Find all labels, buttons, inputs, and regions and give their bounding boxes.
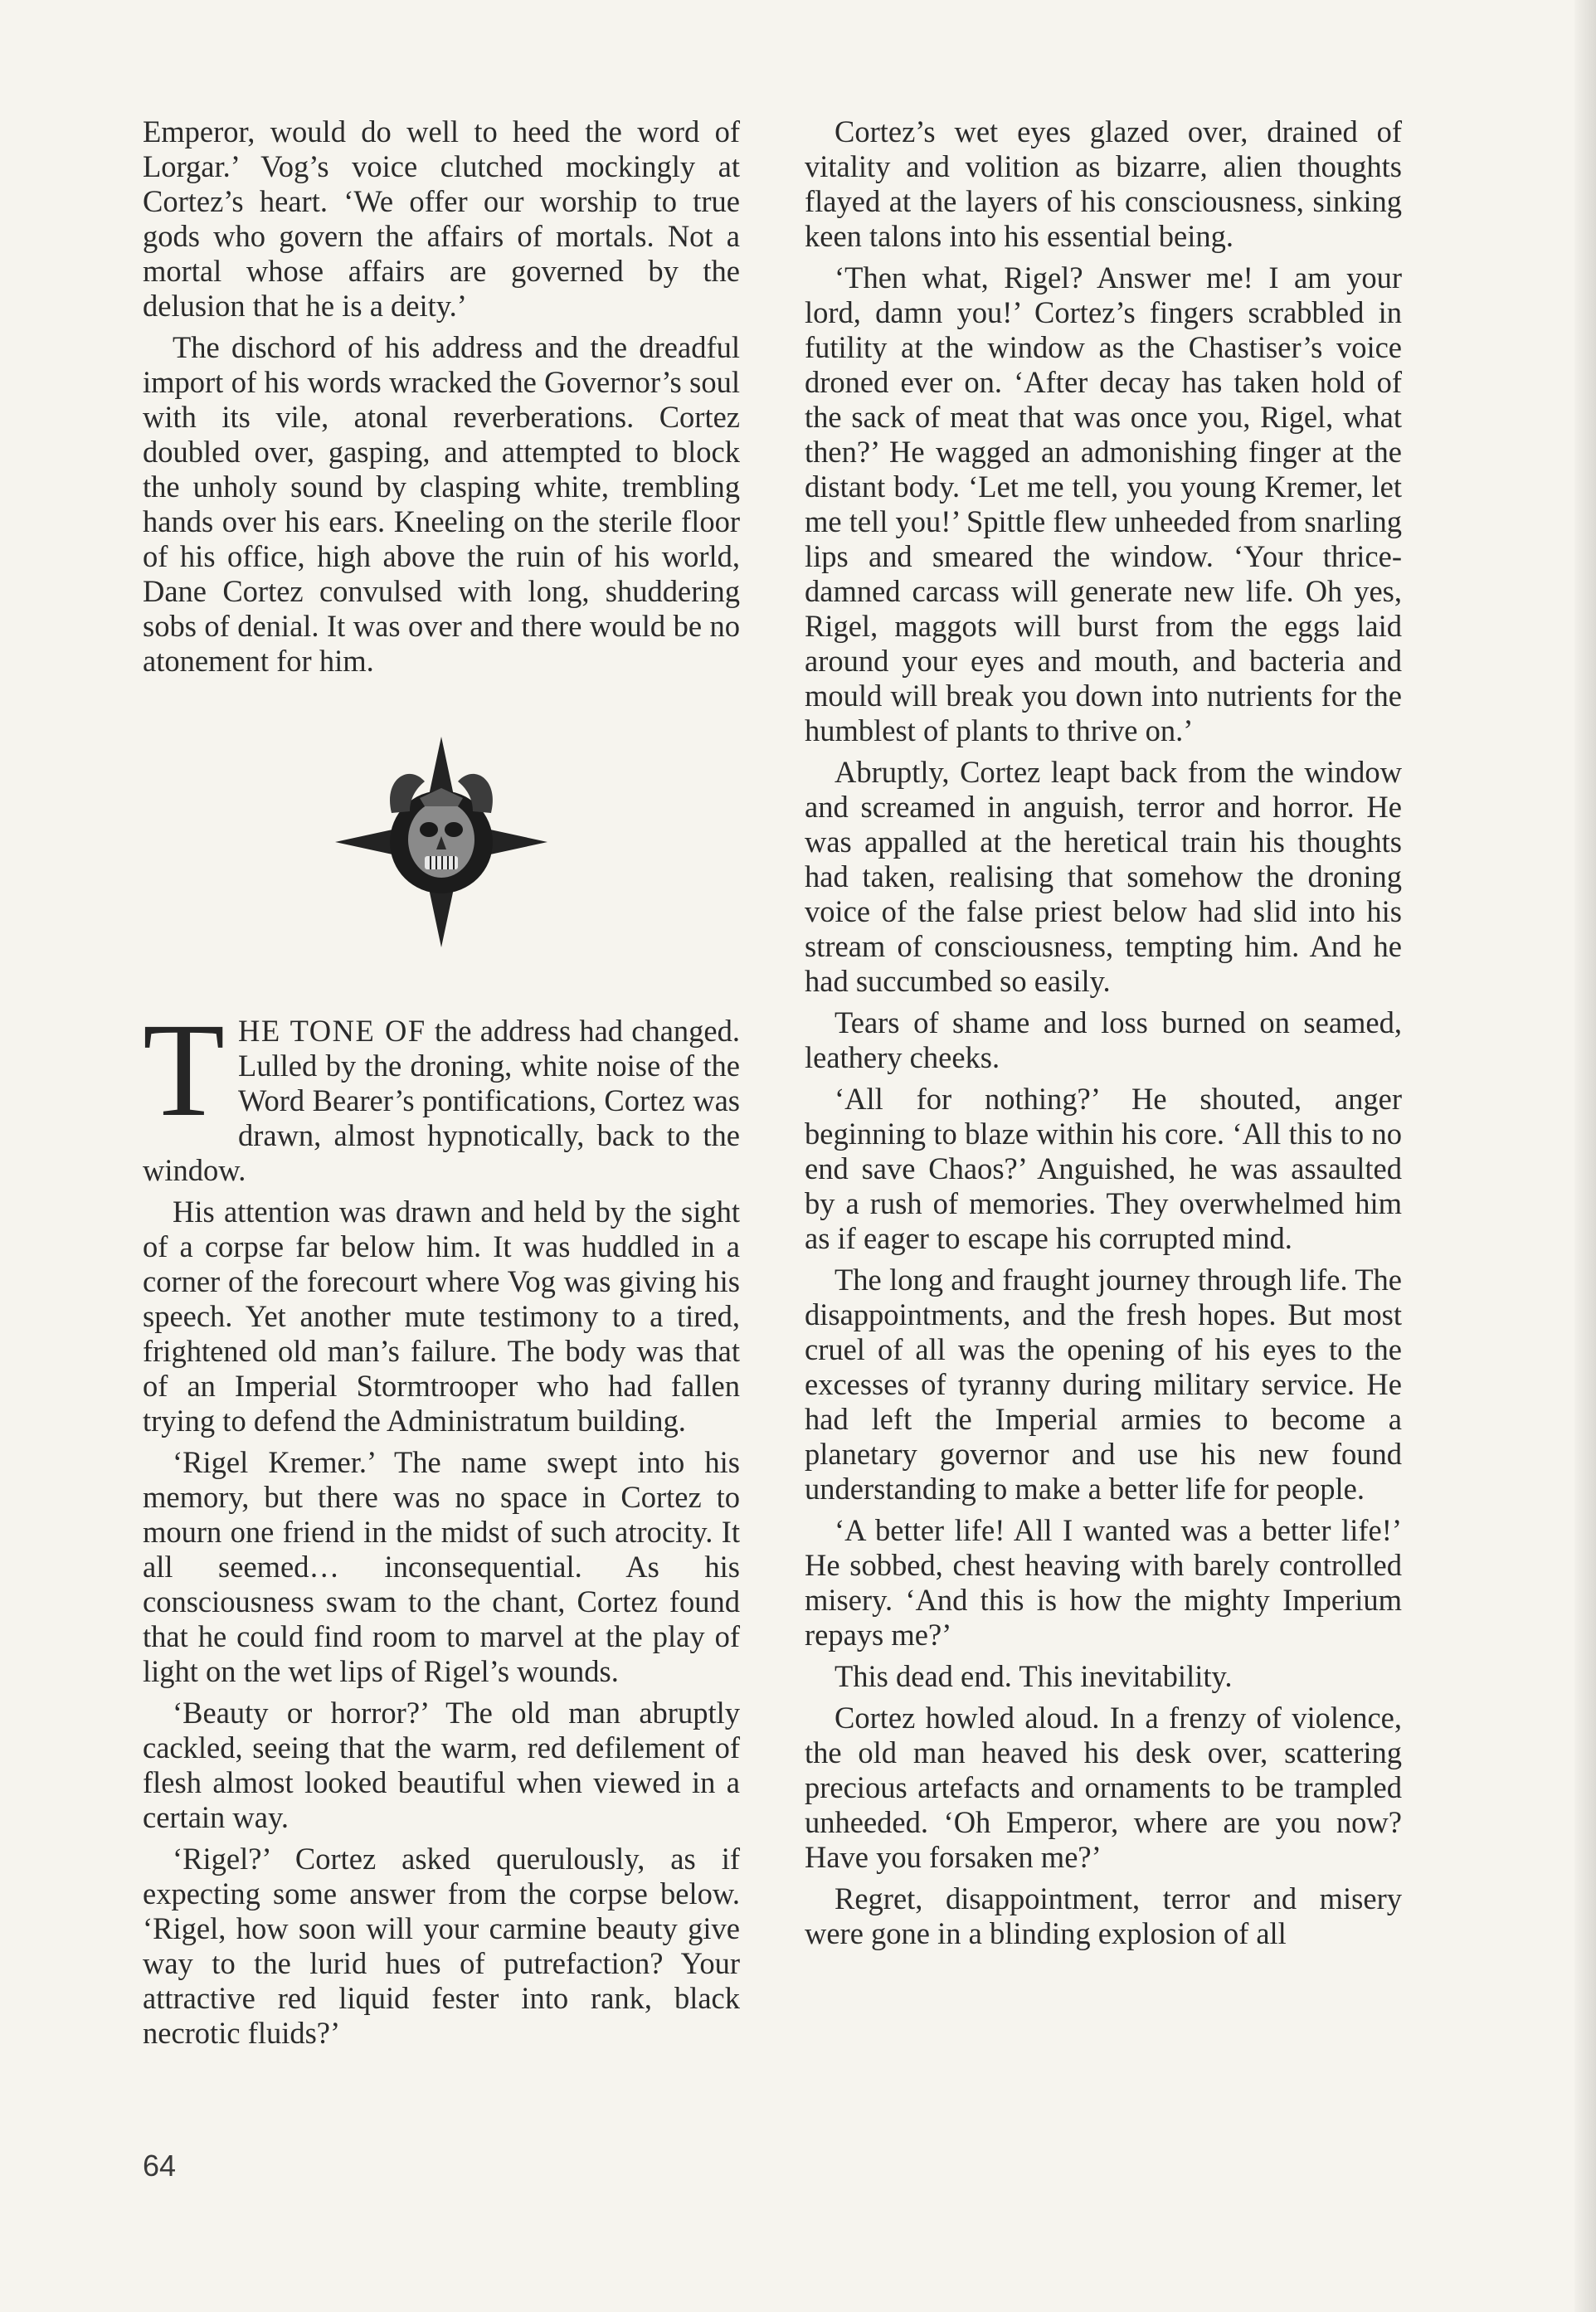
paragraph: ‘Beauty or horror?’ The old man abruptly cackled, seeing that the warm, red defilement of flesh almost looked beautiful when viewed in a certain way. [143, 1696, 740, 1834]
paragraph: Tears of shame and loss burned on seamed, leathery cheeks. [805, 1005, 1402, 1074]
paragraph: Regret, disappointment, terror and misery were gone in a blinding explosion of all [805, 1881, 1402, 1950]
paragraph: The dischord of his address and the dreadful import of his words wracked the Governor’s soul with its vile, atonal reverberations. Cortez doubled over, gasping, and attempted to block the unholy sound by clasping white, trembling hands over his ears. Kneeling on the sterile floor of his office, high above the ruin of his world, Dane Cortez convulsed with long, shuddering sobs of denial. It was over and there would be no atonement for him. [143, 330, 740, 678]
paragraph: Emperor, would do well to heed the word of Lorgar.’ Vog’s voice clutched mockingly at Cortez’s heart. ‘We offer our worship to true gods who govern the affairs of mortals. Not a mortal whose affairs are governed by the delusion that he is a deity.’ [143, 114, 740, 323]
paragraph: ‘Then what, Rigel? Answer me! I am your lord, damn you!’ Cortez’s fingers scrabbled in futility at the window as the Chastiser’s voice droned ever on. ‘After decay has taken hold of the sack of meat that was once you, Rigel, what then?’ He wagged an admonishing finger at the distant body. ‘Let me tell, you young Kremer, let me tell you!’ Spittle flew unheeded from snarling lips and smeared the window. ‘Your thrice-damned carcass will generate new life. Oh yes, Rigel, maggots will burst from the eggs laid around your eyes and mouth, and bacteria and mould will break you down into nutrients for the humblest of plants to thrive on.’ [805, 260, 1403, 747]
paragraph: ‘A better life! All I wanted was a better life!’ He sobbed, chest heaving with barely controlled misery. ‘And this is how the mighty Imperium repays me?’ [805, 1513, 1402, 1652]
page-number: 64 [143, 2149, 177, 2183]
paragraph: His attention was drawn and held by the sight of a corpse far below him. It was huddled in a corner of the forecourt where Vog was giving his speech. Yet another mute testimony to a tired, frightened old man’s failure. The body was that of an Imperial Stormtrooper who had fallen trying to defend the Administratum building. [143, 1195, 740, 1438]
paragraph: ‘Rigel Kremer.’ The name swept into his memory, but there was no space in Cortez to mourn one friend in the midst of such atrocity. It all seemed… inconsequential. As his consciousness swam to the chant, Cortez found that he could find room to marvel at the play of light on the wet lips of Rigel’s wounds. [143, 1445, 740, 1688]
paragraph: Abruptly, Cortez leapt back from the window and screamed in anguish, terror and horror. He was appalled at the heretical train his thoughts had taken, realising that somehow the droning voice of the false priest below had slid into his stream of consciousness, tempting him. And he had succumbed so easily. [805, 755, 1402, 998]
paragraph: Cortez howled aloud. In a frenzy of violence, the old man heaved his desk over, scattering precious artefacts and ornaments to be trampled unheeded. ‘Oh Emperor, where are you now? Have you forsaken me?’ [805, 1701, 1402, 1874]
paragraph: ‘All for nothing?’ He shouted, anger beginning to blaze within his core. ‘All this to no end save Chaos?’ Anguished, he was assaulted by a rush of memories. They overwhelmed him as if eager to escape his corrupted mind. [805, 1082, 1402, 1255]
drop-cap: T [143, 996, 225, 1145]
opening-smallcaps: HE TONE OF [237, 1014, 426, 1048]
paragraph: The long and fraught journey through life. The disappointments, and the fresh hopes. But most cruel of all was the opening of his eyes to the excesses of tyranny during military service. He had left the Imperial armies to become a planetary governor and use his new found understanding to make a better life for people. [805, 1263, 1402, 1506]
chaos-daemon-skull-emblem-icon [333, 730, 549, 954]
page-edge-shadow [1574, 0, 1596, 2312]
paragraph: This dead end. This inevitability. [834, 1659, 1233, 1693]
paragraph: Cortez’s wet eyes glazed over, drained of vitality and volition as bizarre, alien thoughts flayed at the layers of his consciousness, sinking keen talons into his essential being. [805, 114, 1402, 253]
right-column [805, 114, 1402, 1958]
opening-paragraph [143, 996, 740, 1188]
paragraph: ‘Rigel?’ Cortez asked querulously, as if expecting some answer from the corpse below. ‘Rigel, how soon will your carmine beauty give way to the lurid hues of putrefaction? Your attractive red liquid fester into rank, black necrotic fluids?’ [143, 1842, 740, 2050]
opening-text: the address had changed. Lulled by the droning, white noise of the Word Bearer’s pontifications, Cortez was drawn, almost hypnotically, back to the window. [143, 1014, 740, 1187]
left-column [143, 114, 740, 2057]
